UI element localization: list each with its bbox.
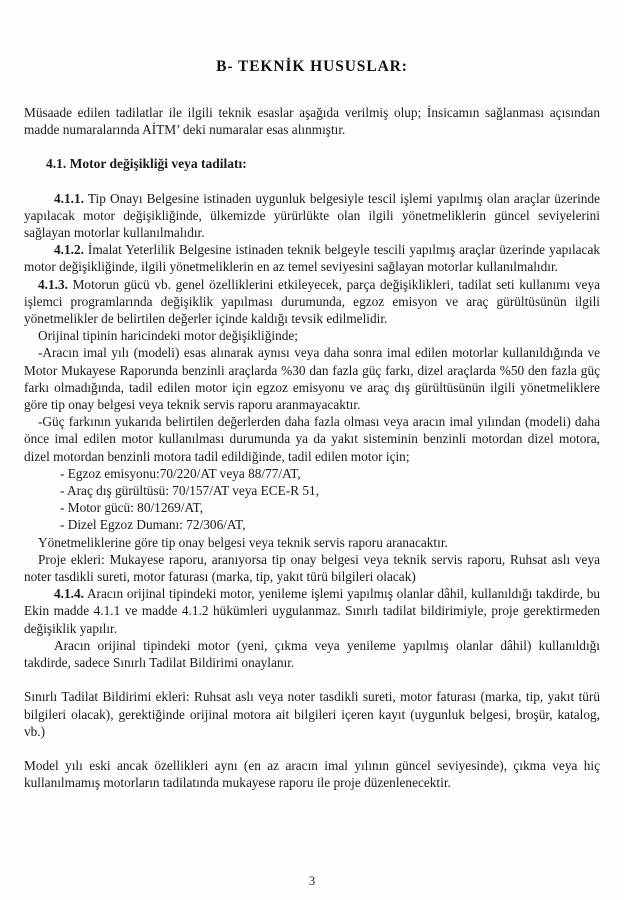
regulations-note-paragraph: Yönetmeliklerine göre tip onay belgesi veya teknik servis raporu aranacaktır. [38, 534, 448, 550]
page-number: 3 [308, 874, 316, 888]
original-engine-limited-paragraph: Aracın orijinal tipindeki motor (yeni, çıkma veya yenileme yapılmış olanlar dâhil) kullanıldığı takdirde, sadece Sınırlı Tadilat Bildirimi onaylanır. [24, 637, 600, 671]
clause-text: Tip Onayı Belgesine istinaden uygunluk belgesiyle tescil işlemi yapılmış olan araçlar üzerinde yapılacak motor değişikliğinde, ülkemizde yürürlükte olan ilgili yönetmeliklerin güncel seviyelerini sağlayan motorlar kullanılmalıdır. [24, 190, 600, 241]
clause-4-1-1 [24, 190, 600, 242]
list-item: - Motor gücü: 80/1269/AT, [60, 500, 204, 516]
clause-4-1-2 [24, 241, 600, 275]
clause-number: 4.1.2. [54, 242, 84, 258]
clause-text: Aracın orijinal tipindeki motor, yenileme işlemi yapılmış olanlar dâhil, kullanıldığı takdirde, bu Ekin madde 4.1.1 ve madde 4.1.2 hükümleri uygulanmaz. Sınırlı tadilat bildirimiyle, proje gerektirmeden değişiklik yapılır. [24, 586, 600, 636]
section-heading-4-1: 4.1. Motor değişikliği veya tadilatı: [46, 156, 247, 172]
power-difference-ok-paragraph: -Aracın imal yılı (modeli) esas alınarak aynısı veya daha sonra imal edilen motorlar kullanıldığında ve Motor Mukayese Raporunda benzinli araçlarda %30 dan fazla güç farkı, dizel araçlarda %50 den fazla güç farkı olmadığında, tadil edilen motor için egzoz emisyonu ve araç dış gürültüsünün ilgili yönetmeliklere göre tip onay belgesi veya teknik servis raporu aranmayacaktır. [24, 345, 600, 413]
original-type-intro-paragraph: Orijinal tipinin haricindeki motor değişikliğinde; [38, 328, 298, 344]
spacer [24, 173, 600, 190]
clause-number: 4.1.4. [54, 586, 84, 602]
document-content [24, 0, 600, 791]
requirement-list [24, 465, 600, 534]
spacer [24, 740, 600, 757]
clause-number: 4.1.1. [54, 190, 84, 206]
list-item: - Egzoz emisyonu:70/220/AT veya 88/77/AT, [60, 465, 301, 481]
spacer [24, 138, 600, 155]
limited-annexes-paragraph: Sınırlı Tadilat Bildirimi ekleri: Ruhsat aslı veya noter tasdikli sureti, motor faturası (marka, tip, yakıt türü bilgileri olacak), gerektiğinde orijinal motora ait bilgileri içeren kayıt (uygunluk belgesi, broşür, katalog, vb.) [24, 689, 600, 739]
page-title: B- TEKNİK HUSUSLAR: [216, 58, 408, 75]
list-item: - Araç dış gürültüsü: 70/157/AT veya ECE-R 51, [60, 483, 320, 499]
clause-4-1-4 [24, 585, 600, 637]
intro-paragraph: Müsaade edilen tadilatlar ile ilgili teknik esaslar aşağıda verilmiş olup; İnsicamın sağlanması açısından madde numaralarında AİTM’ deki numaralar esas alınmıştır. [24, 105, 600, 138]
spacer [24, 671, 600, 688]
clause-4-1-3 [24, 276, 600, 328]
clause-text: Motorun gücü vb. genel özelliklerini etkileyecek, parça değişiklikleri, tadilat seti kullanımı veya işlemci programlarında değişiklik yapılması durumunda, egzoz emisyon ve araç gürültüsünün ilgili yönetmelikler de belirtilen değerler içinde kaldığı tevsik edilmelidir. [24, 276, 600, 327]
project-annexes-paragraph: Proje ekleri: Mukayese raporu, aranıyorsa tip onay belgesi veya teknik servis raporu, Ruhsat aslı veya noter tasdikli sureti, motor faturası (marka, tip, yakıt türü bilgileri olacak) [24, 551, 600, 585]
old-model-note-paragraph: Model yılı eski ancak özellikleri aynı (en az aracın imal yılının güncel seviyesinde), çıkma veya hiç kullanılmamış motorların tadilatında mukayese raporu ile proje düzenlenecektir. [24, 757, 600, 791]
power-difference-exceed-paragraph: -Güç farkının yukarıda belirtilen değerlerden daha fazla olması veya aracın imal yılından (modeli) daha önce imal edilen motor kullanılması durumunda ya da yakıt sisteminin benzinli motordan dizel motora, dizel motordan benzinli motora tadil edildiğinde, tadil edilen motor için; [24, 414, 600, 464]
spacer [24, 76, 600, 104]
list-item: - Dizel Egzoz Dumanı: 72/306/AT, [60, 517, 246, 533]
clause-text: İmalat Yeterlilik Belgesine istinaden teknik belgeyle tescili yapılmış araçlar üzerinde yapılacak motor değişikliğinde, ilgili yönetmeliklerin en az temel seviyesini sağlayan motorlar kullanılmalıdır. [24, 242, 600, 275]
clause-number: 4.1.3. [38, 276, 68, 292]
